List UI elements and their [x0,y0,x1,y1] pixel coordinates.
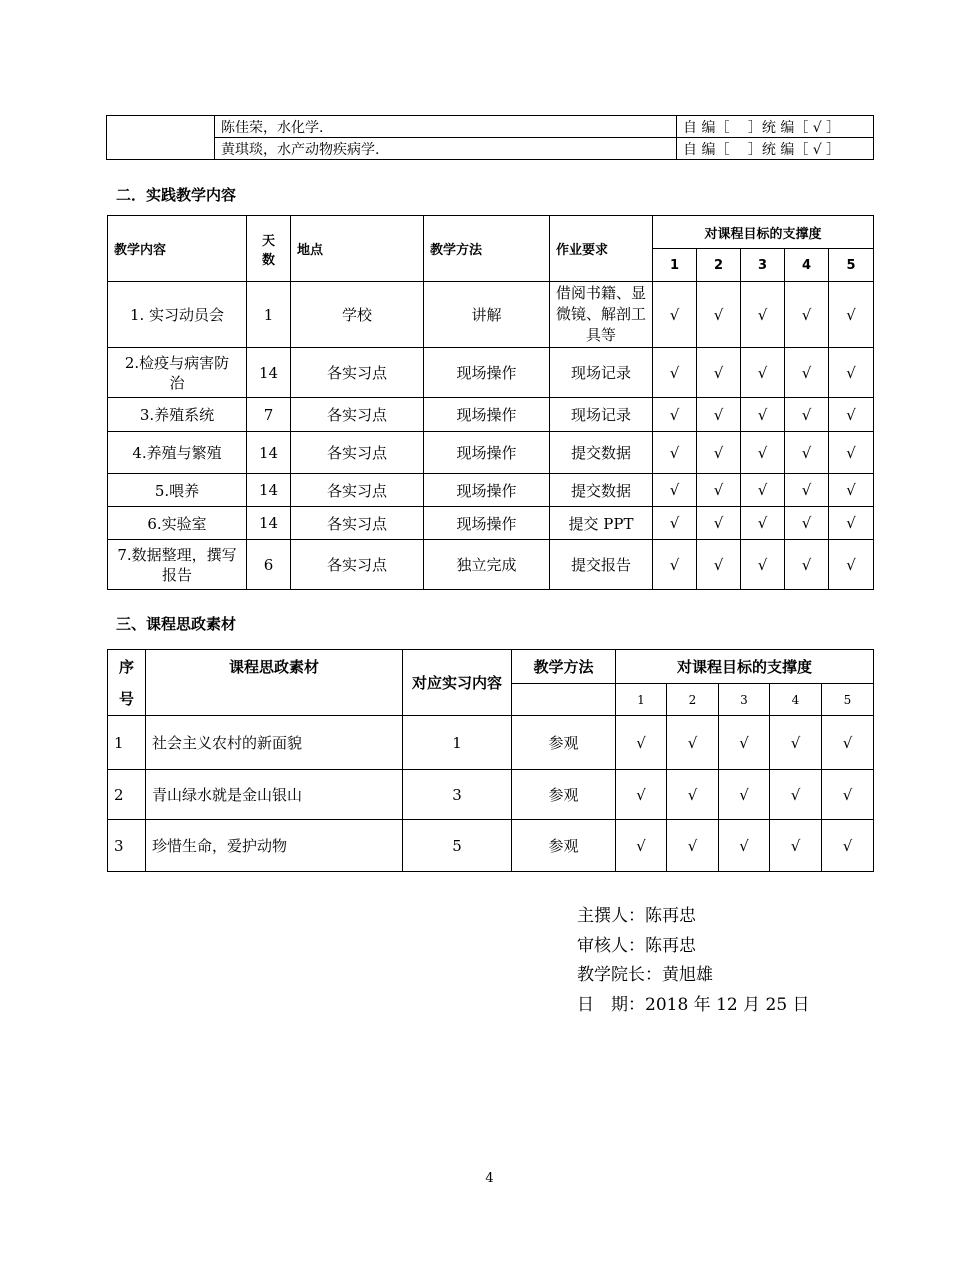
check-cell: √ [667,820,719,872]
check-cell: √ [653,398,697,432]
header-goal: 3 [719,684,770,716]
header-method: 教学方法 [424,216,550,282]
homework-cell: 现场记录 [550,348,653,398]
location-cell: 各实习点 [291,348,424,398]
location-cell: 各实习点 [291,474,424,507]
header-method: 教学方法 [512,650,616,684]
header-goal: 2 [667,684,719,716]
check-cell: √ [822,716,874,770]
method-cell: 讲解 [424,282,550,348]
check-cell: √ [667,770,719,820]
check-cell: √ [785,398,829,432]
header-support: 对课程目标的支撑度 [653,216,874,249]
header-goal: 5 [822,684,874,716]
check-cell: √ [697,507,741,540]
table-row [108,398,874,432]
ideology-material-table [107,649,874,872]
check-cell: √ [785,540,829,590]
days-cell: 14 [247,348,291,398]
method-cell: 现场操作 [424,398,550,432]
table-row [108,540,874,590]
check-cell: √ [741,432,785,474]
content-cell: 3.养殖系统 [108,398,247,432]
check-cell: √ [697,540,741,590]
empty-cell [512,684,616,716]
check-cell: √ [719,770,770,820]
related-cell: 3 [403,770,512,820]
textbook-table [106,115,874,160]
location-cell: 各实习点 [291,398,424,432]
related-cell: 5 [403,820,512,872]
header-support: 对课程目标的支撑度 [616,650,874,684]
material-cell: 珍惜生命，爱护动物 [146,820,403,872]
check-cell: √ [697,348,741,398]
check-cell: √ [697,432,741,474]
edition-cell: 自 编［ ］统 编［ √ ］ [677,138,874,160]
seq-cell: 2 [108,770,146,820]
table-row [108,820,874,872]
seq-cell: 3 [108,820,146,872]
check-cell: √ [697,474,741,507]
check-cell: √ [653,348,697,398]
content-cell: 1. 实习动员会 [108,282,247,348]
check-cell: √ [785,432,829,474]
homework-cell: 提交数据 [550,432,653,474]
check-cell: √ [770,820,822,872]
check-cell: √ [741,348,785,398]
content-cell: 2.检疫与病害防治 [108,348,247,398]
check-cell: √ [829,398,874,432]
method-cell: 现场操作 [424,348,550,398]
homework-cell: 提交 PPT [550,507,653,540]
header-goal: 2 [697,249,741,282]
table-row [107,116,874,138]
check-cell: √ [785,348,829,398]
check-cell: √ [822,820,874,872]
location-cell: 各实习点 [291,432,424,474]
method-cell: 参观 [512,820,616,872]
check-cell: √ [770,716,822,770]
method-cell: 参观 [512,770,616,820]
method-cell: 现场操作 [424,474,550,507]
header-goal: 1 [653,249,697,282]
practice-content-table [107,215,874,590]
header-homework: 作业要求 [550,216,653,282]
days-cell: 14 [247,507,291,540]
check-cell: √ [829,348,874,398]
empty-cell [107,116,215,160]
date-line: 日 期：2018 年 12 月 25 日 [577,994,810,1015]
check-cell: √ [741,398,785,432]
header-days: 天数 [247,216,291,282]
section-heading-practice: 二．实践教学内容 [116,186,237,204]
check-cell: √ [653,507,697,540]
homework-cell: 提交报告 [550,540,653,590]
days-cell: 1 [247,282,291,348]
section-heading-ideology: 三、课程思政素材 [116,615,237,633]
check-cell: √ [653,474,697,507]
check-cell: √ [741,507,785,540]
check-cell: √ [653,282,697,348]
check-cell: √ [697,398,741,432]
table-row [108,770,874,820]
content-cell: 4.养殖与繁殖 [108,432,247,474]
check-cell: √ [667,716,719,770]
table-row [108,507,874,540]
header-location: 地点 [291,216,424,282]
material-cell: 社会主义农村的新面貌 [146,716,403,770]
header-material: 课程思政素材 [146,650,403,684]
method-cell: 现场操作 [424,432,550,474]
method-cell: 参观 [512,716,616,770]
location-cell: 学校 [291,282,424,348]
header-goal: 1 [616,684,667,716]
check-cell: √ [829,432,874,474]
page-number: 4 [485,1171,494,1186]
days-cell: 14 [247,474,291,507]
check-cell: √ [770,770,822,820]
table-row [108,474,874,507]
check-cell: √ [785,507,829,540]
method-cell: 独立完成 [424,540,550,590]
homework-cell: 提交数据 [550,474,653,507]
check-cell: √ [653,432,697,474]
homework-cell: 借阅书籍、显微镜、解剖工具等 [550,282,653,348]
header-goal: 3 [741,249,785,282]
empty-cell [146,684,403,716]
book-cell: 陈佳荣，水化学. [215,116,677,138]
homework-cell: 现场记录 [550,398,653,432]
days-cell: 14 [247,432,291,474]
table-row [108,716,874,770]
header-goal: 5 [829,249,874,282]
seq-cell: 1 [108,716,146,770]
material-cell: 青山绿水就是金山银山 [146,770,403,820]
check-cell: √ [741,282,785,348]
table-row [108,348,874,398]
check-cell: √ [822,770,874,820]
signature-block [577,902,810,1020]
author-line: 主撰人：陈再忠 [577,906,696,926]
table-row [107,138,874,160]
days-cell: 7 [247,398,291,432]
location-cell: 各实习点 [291,507,424,540]
check-cell: √ [829,474,874,507]
check-cell: √ [616,770,667,820]
table-row [108,432,874,474]
check-cell: √ [829,282,874,348]
edition-cell: 自 编［ ］统 编［ √ ］ [677,116,874,138]
header-seq: 序号 [108,650,146,716]
check-cell: √ [719,820,770,872]
book-cell: 黄琪琰，水产动物疾病学. [215,138,677,160]
check-cell: √ [829,507,874,540]
content-cell: 5.喂养 [108,474,247,507]
method-cell: 现场操作 [424,507,550,540]
content-cell: 6.实验室 [108,507,247,540]
header-goal: 4 [770,684,822,716]
check-cell: √ [616,716,667,770]
content-cell: 7.数据整理，撰写报告 [108,540,247,590]
header-related: 对应实习内容 [403,650,512,716]
table-row [108,282,874,348]
check-cell: √ [741,474,785,507]
dean-line: 教学院长：黄旭雄 [577,965,713,985]
reviewer-line: 审核人：陈再忠 [577,935,696,956]
check-cell: √ [653,540,697,590]
check-cell: √ [616,820,667,872]
days-cell: 6 [247,540,291,590]
check-cell: √ [719,716,770,770]
check-cell: √ [741,540,785,590]
check-cell: √ [829,540,874,590]
location-cell: 各实习点 [291,540,424,590]
header-content: 教学内容 [108,216,247,282]
header-goal: 4 [785,249,829,282]
check-cell: √ [785,474,829,507]
related-cell: 1 [403,716,512,770]
check-cell: √ [785,282,829,348]
check-cell: √ [697,282,741,348]
